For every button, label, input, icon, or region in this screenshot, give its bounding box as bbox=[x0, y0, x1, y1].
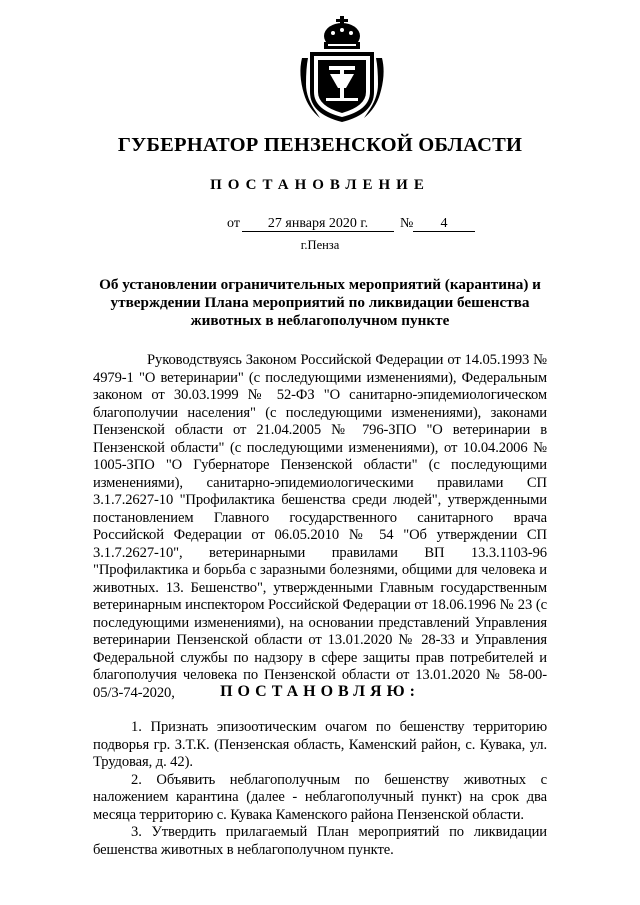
document-date: 27 января 2020 г. bbox=[242, 216, 394, 232]
document-type: ПОСТАНОВЛЕНИЕ bbox=[210, 177, 430, 193]
number-label: № bbox=[400, 216, 414, 231]
issue-city: г.Пенза bbox=[300, 238, 340, 252]
preamble-paragraph: Руководствуясь Законом Российской Федерации от 14.05.1993 № 4979-1 "О ветеринарии" (с последующими изменениями), Федеральным законом от 30.03.1999 № 52-ФЗ "О санитарно-эпидемиологическом благополучии населения" (с последующими изменениями), законами Пензенской области от 21.04.2005 № 796-ЗПО "О ветеринарии в Пензенской области" (с последующими изменениями), от 10.04.2006 № 1005-ЗПО "О Губернаторе Пензенской области" (с последующими изменениями), санитарно-эпидемиологическими правилами СП 3.1.7.2627-10 "Профилактика бешенства среди людей", утвержденными постановлением Главного государственного санитарного врача Российской Федерации от 06.05.2010 № 54 "Об утверждении СП 3.1.7.2627-10", ветеринарными правилами ВП 13.3.1103-96 "Профилактика и борьба с заразными болезнями, общими для человека и животных. 13. Бешенство", утвержденными Главным государственным ветеринарным инспектором Российской Федерации от 18.06.1996 № 23 (с последующими изменениями), на основании представлений Управления ветеринарии Пензенской области от 13.01.2020 № 28-33 и Управления Федеральной службы по надзору в сфере защиты прав потребителей и благополучия человека по Пензенской области от 13.01.2020 № 58-00-05/3-74-2020, bbox=[93, 352, 547, 701]
document-number: 4 bbox=[413, 216, 475, 232]
decree-item: 2. Объявить неблагополучным по бешенству животных с наложением карантина (далее - неблагополучный пункт) на срок два месяца территорию с. Кувака Каменского района Пензенской области. bbox=[93, 771, 547, 823]
decree-heading: ПОСТАНОВЛЯЮ: bbox=[220, 683, 420, 700]
decree-items bbox=[93, 719, 547, 859]
issuer-title: ГУБЕРНАТОР ПЕНЗЕНСКОЙ ОБЛАСТИ bbox=[117, 134, 523, 156]
document-subject: Об установлении ограничительных мероприятий (карантина) и утверждении Плана мероприятий по ликвидации бешенства животных в неблагополучном пункте bbox=[99, 276, 541, 329]
decree-item: 1. Признать эпизоотическим очагом по бешенству территорию подворья гр. З.Т.К. (Пензенская область, Каменский район, с. Кувака, ул. Трудовая, д. 42). bbox=[93, 719, 547, 770]
date-label: от bbox=[227, 216, 240, 231]
decree-item: 3. Утвердить прилагаемый План мероприятий по ликвидации бешенства животных в неблагополучном пункте. bbox=[93, 824, 547, 858]
penza-coat-of-arms-icon bbox=[296, 14, 388, 126]
